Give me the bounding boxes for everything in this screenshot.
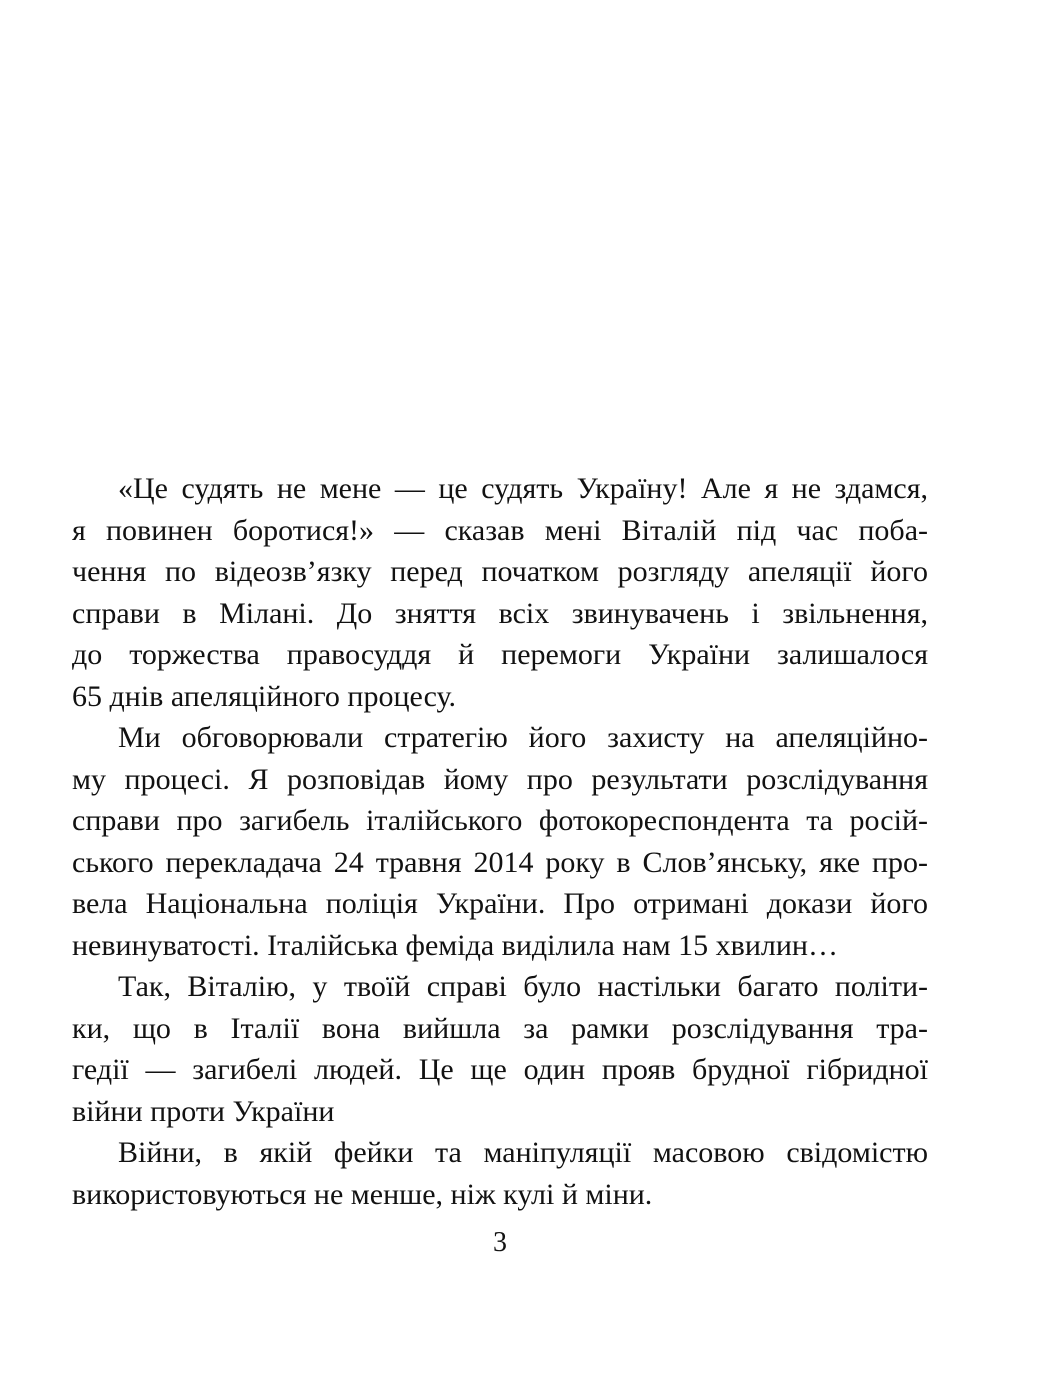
text-line: му процесі. Я розповідав йому про результати розслідування (72, 762, 928, 796)
text-line: Ми обговорювали стратегію його захисту на апеляційно- (118, 721, 928, 754)
text-line: невинуватості. Італійська феміда виділила нам 15 хвилин… (72, 928, 838, 962)
paragraph-3 (72, 966, 928, 1132)
text-line: «Це судять не мене — це судять Україну! Але я не здамся, (118, 472, 928, 505)
text-line: справи в Мілані. До зняття всіх звинувачень і звільнення, (72, 596, 928, 630)
text-line: до торжества правосуддя й перемоги України залишалося (72, 638, 928, 671)
text-line: використовуються не менше, ніж кулі й міни. (72, 1177, 653, 1211)
text-line: війни проти України (72, 1094, 335, 1128)
paragraph-1 (72, 468, 928, 717)
text-line: я повинен боротися!» — сказав мені Віталій під час поба- (72, 513, 928, 547)
text-line: ського перекладача 24 травня 2014 року в Слов’янську, яке про- (72, 845, 928, 879)
text-line: чення по відеозв’язку перед початком розгляду апеляції його (72, 555, 928, 588)
text-line: ки, що в Італії вона вийшла за рамки розслідування тра- (72, 1011, 928, 1045)
paragraph-4 (72, 1132, 928, 1215)
text-line: справи про загибель італійського фотокореспондента та росій- (72, 804, 928, 837)
text-line: гедії — загибелі людей. Це ще один прояв брудної гібридної (72, 1053, 928, 1086)
text-block (72, 468, 928, 1215)
text-line: Так, Віталію, у твоїй справі було настільки багато політи- (118, 970, 928, 1003)
text-line: вела Національна поліція України. Про отримані докази його (72, 887, 928, 920)
paragraph-2 (72, 717, 928, 966)
text-line: 65 днів апеляційного процесу. (72, 679, 457, 713)
page-number: 3 (493, 1227, 507, 1258)
text-line: Війни, в якій фейки та маніпуляції масовою свідомістю (118, 1136, 928, 1169)
